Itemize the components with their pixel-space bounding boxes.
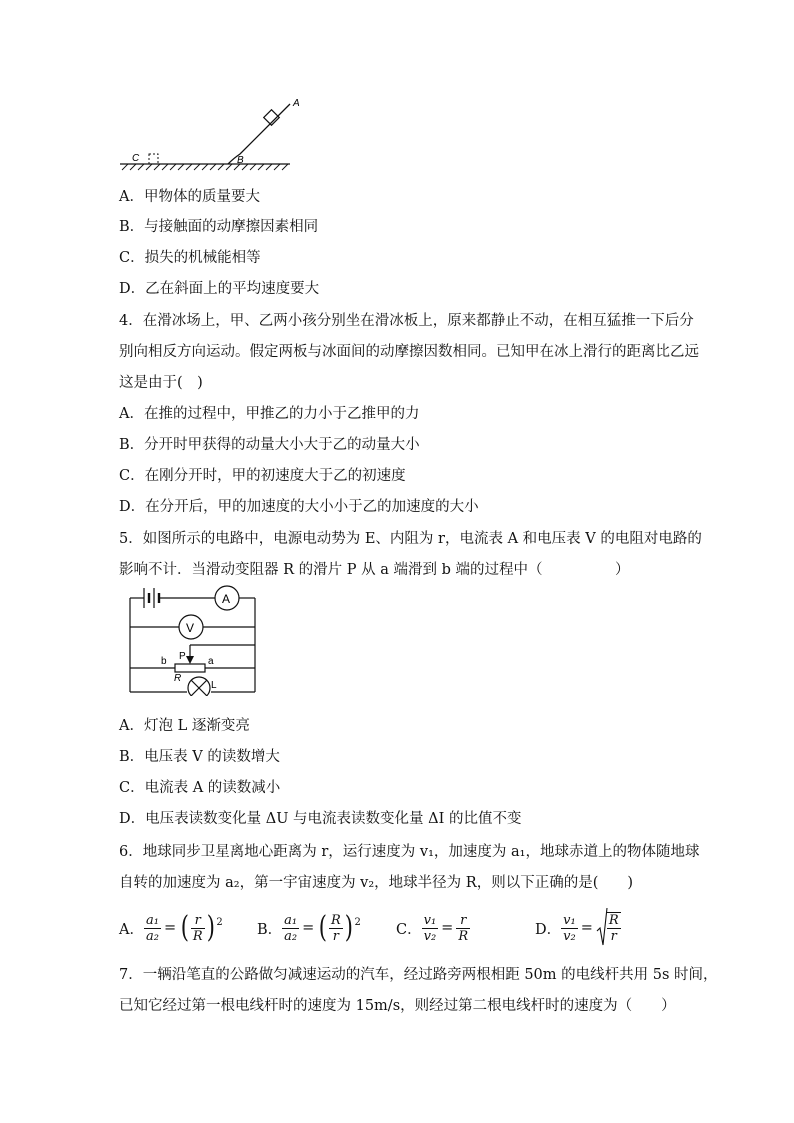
resistor-label: R — [174, 673, 182, 684]
label-b: B — [237, 155, 244, 166]
q5-option-d: D．电压表读数变化量 ΔU 与电流表读数变化量 ΔI 的比值不变 — [119, 811, 522, 827]
lamp-label: L — [211, 680, 217, 691]
q3-option-b: B．与接触面的动摩擦因素相同 — [119, 219, 319, 235]
q6-option-a: A． $\frac{\text{a₁}}{\text{a₂}}$ = ( $\frac{r}{R}$ ) 2 — [119, 910, 223, 945]
fraction-R-r: $\frac{R}{r}$ — [331, 912, 341, 944]
q5-option-a: A．灯泡 L 逐渐变亮 — [119, 718, 250, 734]
fraction-a1-a2: $\frac{\text{a₁}}{\text{a₂}}$ — [284, 912, 298, 944]
q5-stem-line1: 5．如图所示的电路中，电源电动势为 E、内阻为 r，电流表 A 和电压表 V 的电阻对电路的 — [119, 531, 702, 547]
q5-option-b: B．电压表 V 的读数增大 — [119, 749, 280, 765]
q6-stem-line1: 6．地球同步卫星离地心距离为 r，运行速度为 v₁，加速度为 a₁，地球赤道上的物体随地球 — [119, 844, 700, 860]
q4-stem-line2: 别向相反方向运动。假定两板与冰面间的动摩擦因数相同。已知甲在冰上滑行的距离比乙远 — [119, 344, 699, 360]
q5-stem-line2: 影响不计．当滑动变阻器 R 的滑片 P 从 a 端滑到 b 端的过程中（ ） — [119, 562, 630, 578]
circuit-diagram — [126, 584, 261, 696]
q6-option-b: B． $\frac{\text{a₁}}{\text{a₂}}$ = ( $\frac{R}{r}$ ) 2 — [257, 910, 361, 945]
q4-option-b: B．分开时甲获得的动量大小大于乙的动量大小 — [119, 437, 420, 453]
q3-option-c: C．损失的机械能相等 — [119, 250, 261, 266]
ammeter-label: A — [222, 592, 231, 606]
q7-stem-line2: 已知它经过第一根电线杆时的速度为 15m/s，则经过第二根电线杆时的速度为（ ） — [119, 998, 676, 1014]
q4-stem-line1: 4．在滑冰场上，甲、乙两小孩分别坐在滑冰板上，原来都静止不动，在相互猛推一下后分 — [119, 313, 694, 329]
end-a-label: a — [208, 656, 214, 667]
q3-option-d: D．乙在斜面上的平均速度要大 — [119, 281, 320, 297]
rheostat-resistor — [175, 664, 205, 672]
incline-figure — [118, 96, 308, 176]
q4-option-d: D．在分开后，甲的加速度的大小小于乙的加速度的大小 — [119, 499, 479, 515]
q4-option-c: C．在刚分开时，甲的初速度大于乙的初速度 — [119, 468, 406, 484]
fraction-r-R: $\frac{r}{R}$ — [458, 912, 469, 944]
block-dashed — [149, 154, 158, 164]
q5-option-c: C．电流表 A 的读数减小 — [119, 780, 281, 796]
q6-stem-line2: 自转的加速度为 a₂，第一宇宙速度为 v₂，地球半径为 R，则以下正确的是( ) — [119, 875, 634, 891]
fraction-v1-v2: $\frac{\text{v₁}}{\text{v₂}}$ — [563, 912, 576, 944]
end-b-label: b — [161, 656, 167, 667]
label-a: A — [293, 98, 300, 109]
label-c: C — [132, 153, 140, 164]
fraction-r-R: $\frac{r}{R}$ — [192, 912, 203, 944]
slider-arrow — [186, 656, 194, 664]
voltmeter-label: V — [186, 621, 195, 635]
slider-label: P — [179, 651, 186, 662]
fraction-v1-v2: $\frac{\text{v₁}}{\text{v₂}}$ — [423, 912, 437, 944]
q6-option-c: C． $\frac{\text{v₁}}{\text{v₂}}$ = $\frac{r}{R}$ — [396, 912, 469, 944]
q6-option-d: D． $\frac{\text{v₁}}{\text{v₂}}$ = $\frac{R}{r}$ — [535, 905, 621, 951]
sqrt-sign — [596, 907, 608, 949]
fraction-a1-a2: $\frac{\text{a₁}}{\text{a₂}}$ — [145, 912, 159, 944]
q7-stem-line1: 7．一辆沿笔直的公路做匀减速运动的汽车，经过路旁两根相距 50m 的电线杆共用 5s 时间， — [119, 967, 718, 983]
q4-stem-line3: 这是由于( ) — [119, 375, 203, 391]
ground-hatch — [122, 164, 288, 170]
q3-option-a: A．甲物体的质量要大 — [119, 189, 260, 205]
fraction-R-r: $\frac{R}{r}$ — [608, 913, 619, 944]
q4-option-a: A．在推的过程中，甲推乙的力小于乙推甲的力 — [119, 406, 420, 422]
